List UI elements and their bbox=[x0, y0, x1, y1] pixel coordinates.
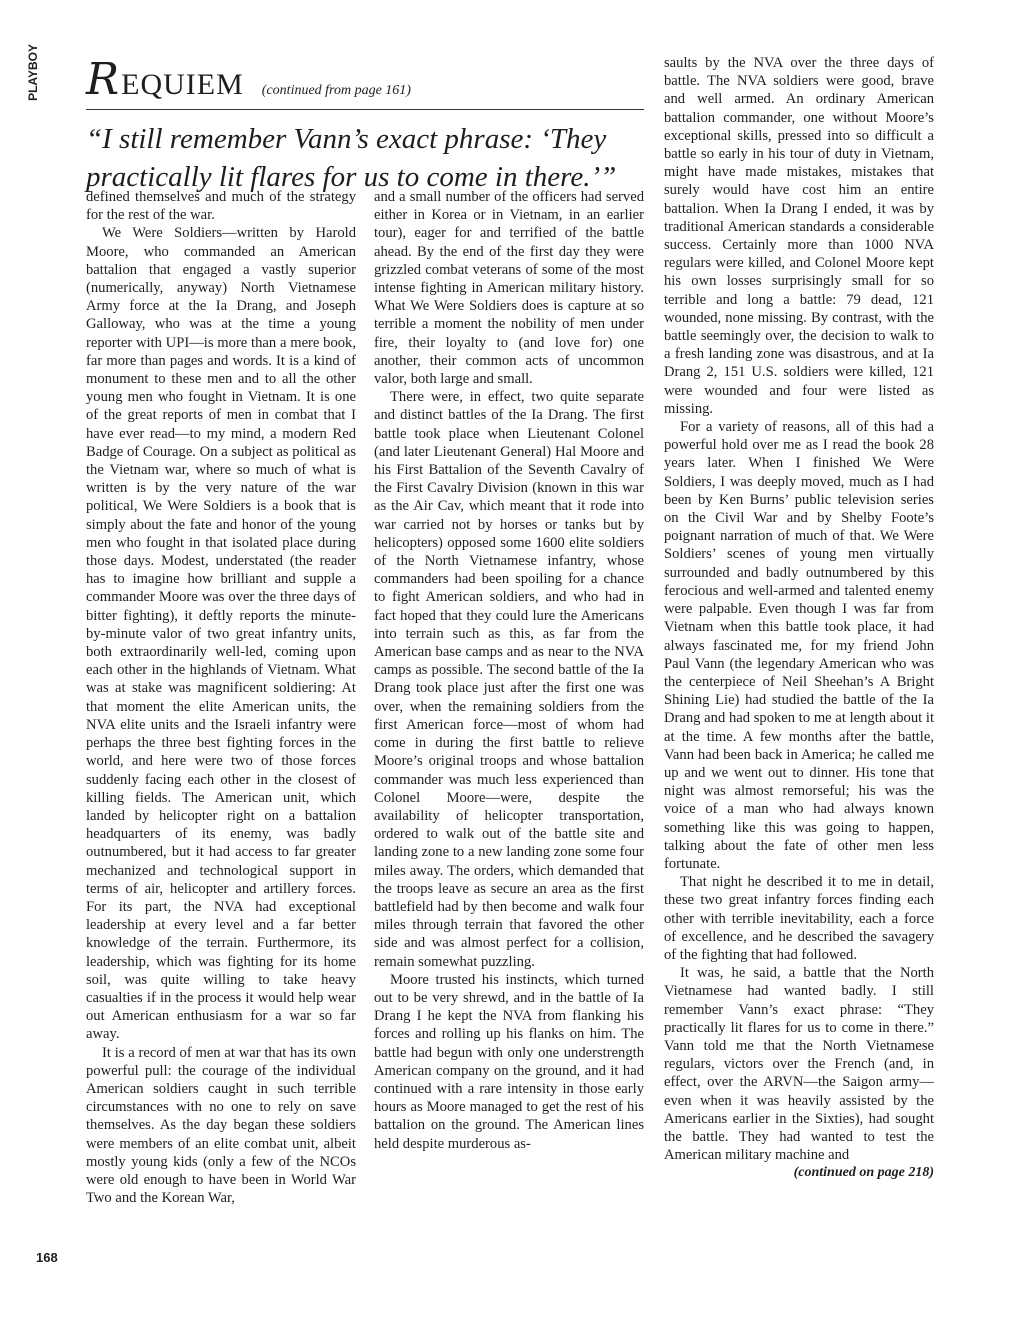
paragraph: Moore trusted his instincts, which turned out to be very shrewd, and in the battle of Ia Drang I he kept the NVA from flanking his forces and rolling up his flanks on him. The battle had begun with only one understrength American company on the ground, and it had continued with a rare intensity in those early hours as Moore managed to get the rest of his battalion on the ground. The American lines held despite murderous as- bbox=[374, 971, 644, 1152]
title-rule bbox=[86, 109, 644, 110]
paragraph: saults by the NVA over the three days of battle. The NVA soldiers were good, brave and well armed. An ordinary American battalion commander, one without Moore’s exceptional skills, pressed into so difficult a battle so early in his tour of duty in Vietnam, might have made mistakes, mistakes that surely would have cost him an entire battalion. When Ia Drang I ended, it was by traditional American standards a considerable success. Certainly more than 1000 NVA regulars were killed, and Colonel Moore kept his own losses surprisingly small for so terrible and long a battle: 79 dead, 121 wounded, none missing. By contrast, with the battle seemingly over, the decision to walk to a fresh landing zone was disastrous, and at Ia Drang 2, 151 U.S. soldiers were killed, 121 were wounded and four were listed as missing. bbox=[664, 55, 934, 417]
title-rest: EQUIEM bbox=[121, 68, 244, 101]
page-number: 168 bbox=[36, 1250, 58, 1265]
paragraph: That night he described it to me in detail, these two great infantry forces finding each other with terrible inevitability, each a force of excellence, and he described the savagery of the fighting that had followed. bbox=[664, 874, 934, 963]
paragraph: It was, he said, a battle that the North Vietnamese had wanted badly. I still remember Vann’s exact phrase: “They practically lit flares for us to come in there.” Vann told me that the North Vietnamese regulars, victors over the French (and, in effect, over the ARVN—the Saigon army—even when it was heavily assisted by the Americans earlier in the Sixties), had sought the battle. They had wanted to test the American military machine and bbox=[664, 965, 934, 1164]
text-column-1 bbox=[86, 188, 356, 1207]
paragraph: For a variety of reasons, all of this had a powerful hold over me as I read the book 28 years later. When I finished We Were Soldiers, I was deeply moved, much as I had been by Ken Burns’ public television series on the Civil War and by Shelby Foote’s poignant narration of much of that. We Were Soldiers’ scenes of young men virtually surrounded and badly outnumbered by this ferocious and well-armed and talented enemy were palpable. Even though I was far from Vietnam when this battle took place, it had always fascinated me, for my friend John Paul Vann (the legendary American who was the centerpiece of Neil Sheehan’s A Bright Shining Lie) had studied the battle of the Ia Drang and had spoken to me at length about it at the time. A few months after the battle, Vann had been back in America; he called me up and we went out to dinner. His tone that night was almost remorseful; his was the voice of a man who had always known something like this was going to happen, talking about the fate of other men less fortunate. bbox=[664, 419, 934, 872]
paragraph: We Were Soldiers—written by Harold Moore, who commanded an American battalion that engaged a vastly superior (numerically, anyway) North Vietnamese Army force at the Ia Drang, and Joseph Galloway, who was at the time a young reporter with UPI—is more than a mere book, far more than pages and words. It is a kind of monument to these men and to all the other young men who fought in Vietnam. It is one of the great reports of men in combat that I have ever read—to my mind, a modern Red Badge of Courage. On a subject as political as the Vietnam war, where so much of what is written is by the very nature of the war political, We Were Soldiers is a book that is simply about the fate and honor of the young men who fought in that isolated place during those days. Modest, understated (the reader has to imagine how brilliant and supple a commander Moore was over the three days of bitter fighting), it deftly reports the minute-by-minute valor of two great infantry units, both extraordinarily well-led, coming upon each other in the highlands of Vietnam. What was at stake was magnificent soldiering: At that moment the elite American units, the NVA elite units and the Israeli infantry were perhaps the three best fighting forces in the world, and here were two of those forces suddenly facing each other in the closest of killing fields. The American unit, which landed by helicopter right on a battalion headquarters of its enemy, was badly outnumbered, but it had access to far greater mechanized and technological support in terms of air, helicopter and artillery forces. For its part, the NVA had exceptional leadership at every level and a far better knowledge of the terrain. Furthermore, its leadership, which was fighting for its home soil, was quite willing to take heavy casualties if in the process it would help wear out American enthusiasm for a war so far away. bbox=[86, 225, 356, 1043]
magazine-side-label: PLAYBOY bbox=[26, 44, 40, 101]
text-column-2 bbox=[374, 188, 644, 1153]
title-row bbox=[86, 54, 644, 105]
article-header bbox=[86, 54, 644, 196]
continued-on-note: (continued on page 218) bbox=[793, 1165, 934, 1181]
paragraph: and a small number of the officers had served either in Korea or in Vietnam, in an earlier tour), eager for and terrified of the battle ahead. By the end of the first day they were grizzled combat veterans of some of the most intense fighting in American military history. What We Were Soldiers does is capture at so terrible a moment the nobility of men under fire, their loyalty to (and love for) one another, their common acts of uncommon valor, both large and small. bbox=[374, 189, 644, 388]
article-title bbox=[86, 54, 244, 105]
title-initial: R bbox=[86, 54, 121, 105]
paragraph: defined themselves and much of the strategy for the rest of the war. bbox=[86, 189, 356, 224]
continued-from-note: (continued from page 161) bbox=[261, 83, 411, 98]
paragraph: It is a record of men at war that has its own powerful pull: the courage of the individual American soldiers caught in such terrible circumstances with no one to rely on save themselves. As the day began these soldiers were members of an elite combat unit, albeit mostly young kids (only a few of the NCOs were old enough to have been in World War Two and the Korean War, bbox=[86, 1044, 356, 1207]
text-column-3 bbox=[664, 54, 934, 1183]
pull-quote: “I still remember Vann’s exact phrase: ‘They practically lit flares for us to come in there.’” bbox=[86, 123, 617, 193]
paragraph: There were, in effect, two quite separate and distinct battles of the Ia Drang. The first battle took place when Lieutenant Colonel (and later Lieutenant General) Hal Moore and his First Battalion of the Seventh Cavalry of the First Cavalry Division (known in this war as the Air Cav, which meant that it rode into war carried not by horses or tanks but by helicopters) opposed some 1600 elite soldiers of the North Vietnamese infantry, whose commanders had been spoiling for a chance to fight American soldiers, and who had in fact hoped that they could lure the Americans into terrain such as this, as far from the American base camps and as near to the NVA camps as possible. The second battle of the Ia Drang took place just after the first one was over, when the remaining soldiers from the first American force—most of whom had come in during the first battle to relieve Moore’s original troops and whose battalion commander was much less experienced than Colonel Moore—were, despite the availability of helicopter transportation, ordered to walk out of the battle site and landing zone to a new landing zone some four miles away. The orders, which demanded that the troops leave as secure an area as the first battlefield had by then become and walk four miles through terrain that favored the other side and was almost perfect for a collision, remain somewhat puzzling. bbox=[374, 389, 644, 970]
